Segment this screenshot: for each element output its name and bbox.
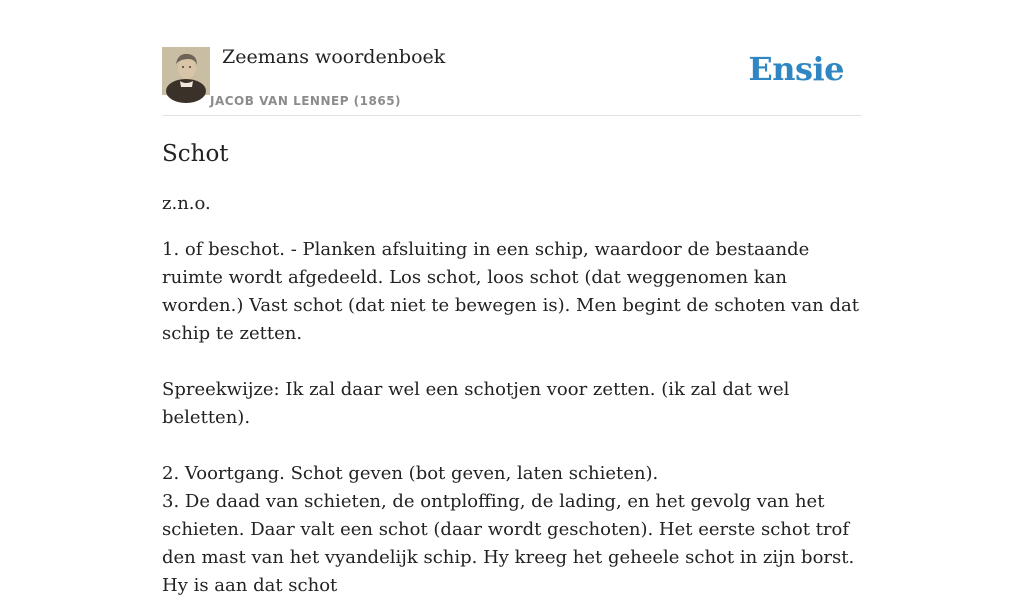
entry-definition: 1. of beschot. - Planken afsluiting in een schip, waardoor de bestaande ruimte wordt afgedeeld. Los schot, loos schot (dat weggenomen kan worden.) Vast schot (dat niet te bewegen is). Men begint de schoten van dat schip te zetten. Spreekwijze: Ik zal daar wel een schotjen voor zetten. (ik zal dat wel beletten). 2. Voortgang. Schot geven (bot geven, laten schieten). 3. De daad van schieten, de ontploffing, de lading, en het gevolg van het schieten. Daar valt een schot (daar wordt geschoten). Het eerste schot trof den mast van het vyandelijk schip. Hy kreeg het geheele schot in zijn borst. Hy is aan dat schot	[162, 239, 859, 596]
author-name[interactable]: JACOB VAN LENNEP (1865)	[210, 94, 402, 108]
entry-content	[162, 138, 862, 600]
header	[162, 40, 862, 116]
author-avatar	[162, 47, 210, 95]
portrait-avatar-icon	[162, 47, 210, 95]
ensie-logo-link[interactable]: Ensie	[748, 50, 844, 88]
part-of-speech: z.n.o.	[162, 193, 211, 214]
entry-title: Schot	[162, 141, 229, 167]
book-title[interactable]: Zeemans woordenboek	[222, 46, 446, 68]
